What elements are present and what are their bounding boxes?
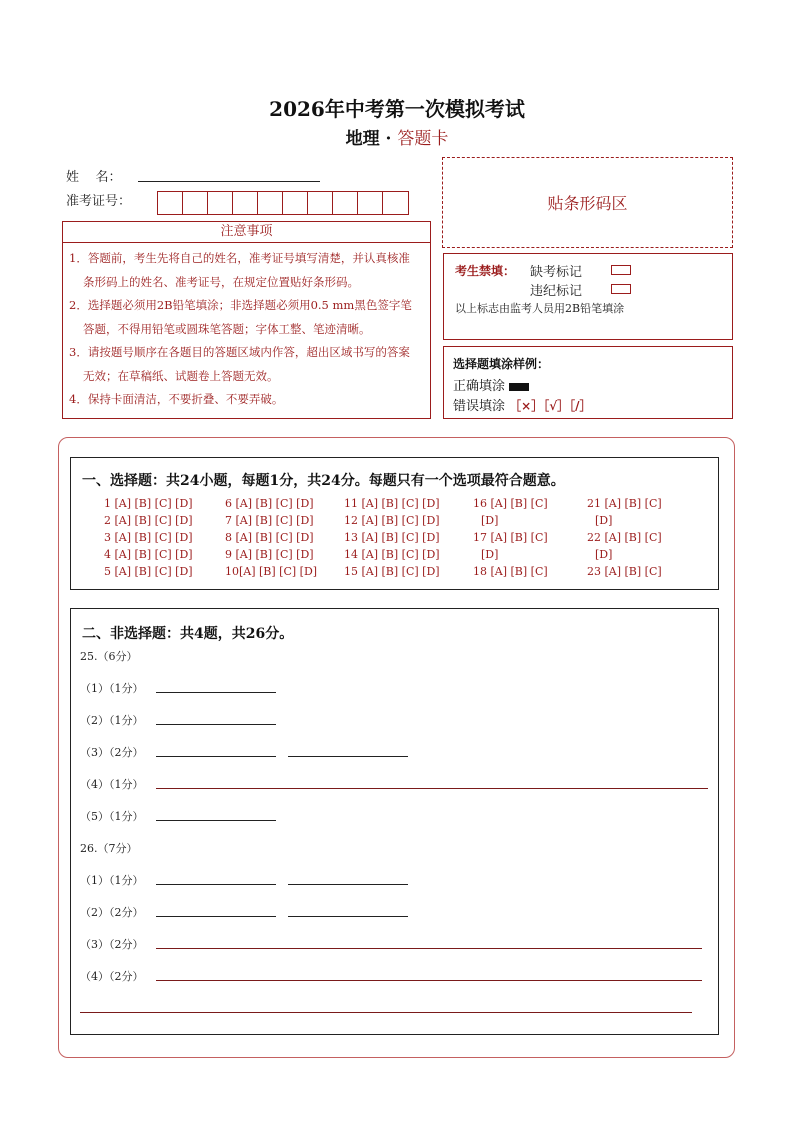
answer-line[interactable] [156,916,276,917]
answer-line[interactable] [156,756,276,757]
answer-line[interactable] [156,724,276,725]
q26-heading: 26.（7分） [80,842,138,855]
q25-part-label: （4）（1分） [80,778,144,791]
card-label: 答题卡 [397,129,449,149]
id-cell[interactable] [258,192,283,214]
answer-line[interactable] [156,980,702,981]
answer-line[interactable] [288,756,408,757]
q25-heading: 25.（6分） [80,650,138,663]
q26-part-label: （3）（2分） [80,938,144,951]
q26-part-label: （4）（2分） [80,970,144,983]
choice-question-options[interactable]: [D] [481,548,499,561]
id-cell[interactable] [158,192,183,214]
violation-label: 违纪标记 [530,284,583,299]
choice-question-options[interactable]: 1 [A] [B] [C] [D] [104,497,193,510]
choice-question-options[interactable]: 9 [A] [B] [C] [D] [225,548,314,561]
choice-question-options[interactable]: 22 [A] [B] [C] [587,531,662,544]
answer-line[interactable] [156,820,276,821]
id-cell[interactable] [208,192,233,214]
barcode-area [442,157,733,248]
q26-part-label: （2）（2分） [80,906,144,919]
answer-line[interactable] [156,692,276,693]
id-cell[interactable] [233,192,258,214]
notice-line: 答题，不得用铅笔或圆珠笔答题；字体工整、笔迹清晰。 [83,321,371,336]
absent-mark-box[interactable] [611,265,631,275]
choice-question-options[interactable]: 8 [A] [B] [C] [D] [225,531,314,544]
forbid-label: 考生禁填： [455,264,516,278]
id-label: 准考证号： [66,194,132,209]
name-label: 姓 名： [66,170,122,185]
q25-part-label: （1）（1分） [80,682,144,695]
choice-question-options[interactable]: 7 [A] [B] [C] [D] [225,514,314,527]
answer-line[interactable] [80,1012,692,1013]
notice-line: 1．答题前，考生先将自己的姓名，准考证号填写清楚，并认真核准 [69,251,410,265]
choice-question-options[interactable]: 16 [A] [B] [C] [473,497,548,510]
notice-line: 3．请按题号顺序在各题目的答题区域内作答，超出区域书写的答案 [69,345,410,359]
section-nonchoice-title: 二、非选择题：共4题，共26分。 [82,626,294,642]
choice-question-options[interactable]: [D] [595,548,613,561]
choice-question-options[interactable]: [D] [595,514,613,527]
choice-question-options[interactable]: 23 [A] [B] [C] [587,565,662,578]
choice-question-options[interactable]: 12 [A] [B] [C] [D] [344,514,440,527]
answer-line[interactable] [288,884,408,885]
q26-part-label: （1）（1分） [80,874,144,887]
q25-part-label: （3）（2分） [80,746,144,759]
choice-question-options[interactable]: 14 [A] [B] [C] [D] [344,548,440,561]
id-cell[interactable] [183,192,208,214]
q25-part-label: （5）（1分） [80,810,144,823]
choice-question-options[interactable]: 10[A] [B] [C] [D] [225,565,318,578]
violation-mark-box[interactable] [611,284,631,294]
section-choice [70,457,719,590]
id-cell[interactable] [283,192,308,214]
answer-line[interactable] [288,916,408,917]
choice-question-options[interactable]: 5 [A] [B] [C] [D] [104,565,193,578]
choice-question-options[interactable]: 11 [A] [B] [C] [D] [344,497,440,510]
answer-line[interactable] [156,884,276,885]
name-field[interactable] [138,180,320,182]
id-cell[interactable] [383,192,408,214]
choice-question-options[interactable]: 17 [A] [B] [C] [473,531,548,544]
notice-box [62,243,431,419]
section-choice-title: 一、选择题：共24小题，每题1分，共24分。每题只有一个选项最符合题意。 [82,473,565,489]
notice-line: 4．保持卡面清洁，不要折叠、不要弄破。 [69,392,284,406]
notice-line: 2．选择题必须用2B铅笔填涂；非选择题必须用0.5 mm黑色签字笔 [69,298,412,312]
sample-box [443,346,733,419]
section-nonchoice [70,608,719,1035]
page-subtitle [0,124,794,149]
q25-part-label: （2）（1分） [80,714,144,727]
choice-question-options[interactable]: 6 [A] [B] [C] [D] [225,497,314,510]
page-title: 2026年中考第一次模拟考试 [269,97,525,121]
answer-line[interactable] [156,948,702,949]
notice-heading: 注意事项 [62,221,431,243]
forbid-box [443,253,733,340]
notice-line: 条形码上的姓名、准考证号，在规定位置贴好条形码。 [83,274,359,289]
answer-line[interactable] [156,788,708,789]
choice-question-options[interactable]: 18 [A] [B] [C] [473,565,548,578]
id-cell[interactable] [333,192,358,214]
id-cell[interactable] [358,192,383,214]
wrong-label: 错误填涂 [453,399,506,414]
sample-heading: 选择题填涂样例： [453,357,550,371]
subject-label: 地理 [345,129,380,149]
separator-dot: · [385,129,392,149]
choice-question-options[interactable]: 15 [A] [B] [C] [D] [344,565,440,578]
correct-label: 正确填涂 [453,379,506,394]
choice-question-options[interactable]: [D] [481,514,499,527]
barcode-label: 贴条形码区 [547,194,628,213]
id-cell[interactable] [308,192,333,214]
forbid-note: 以上标志由监考人员用2B铅笔填涂 [455,302,625,315]
filled-mark-icon [509,383,529,391]
notice-line: 无效；在草稿纸、试题卷上答题无效。 [83,368,279,383]
choice-question-options[interactable]: 2 [A] [B] [C] [D] [104,514,193,527]
exam-id-grid[interactable] [157,191,409,215]
choice-question-options[interactable]: 21 [A] [B] [C] [587,497,662,510]
choice-question-options[interactable]: 4 [A] [B] [C] [D] [104,548,193,561]
choice-question-options[interactable]: 3 [A] [B] [C] [D] [104,531,193,544]
wrong-row [453,395,591,414]
wrong-marks: ［×］［√］［/］ [509,399,592,413]
correct-row [453,375,529,394]
choice-question-options[interactable]: 13 [A] [B] [C] [D] [344,531,440,544]
absent-label: 缺考标记 [530,265,583,280]
